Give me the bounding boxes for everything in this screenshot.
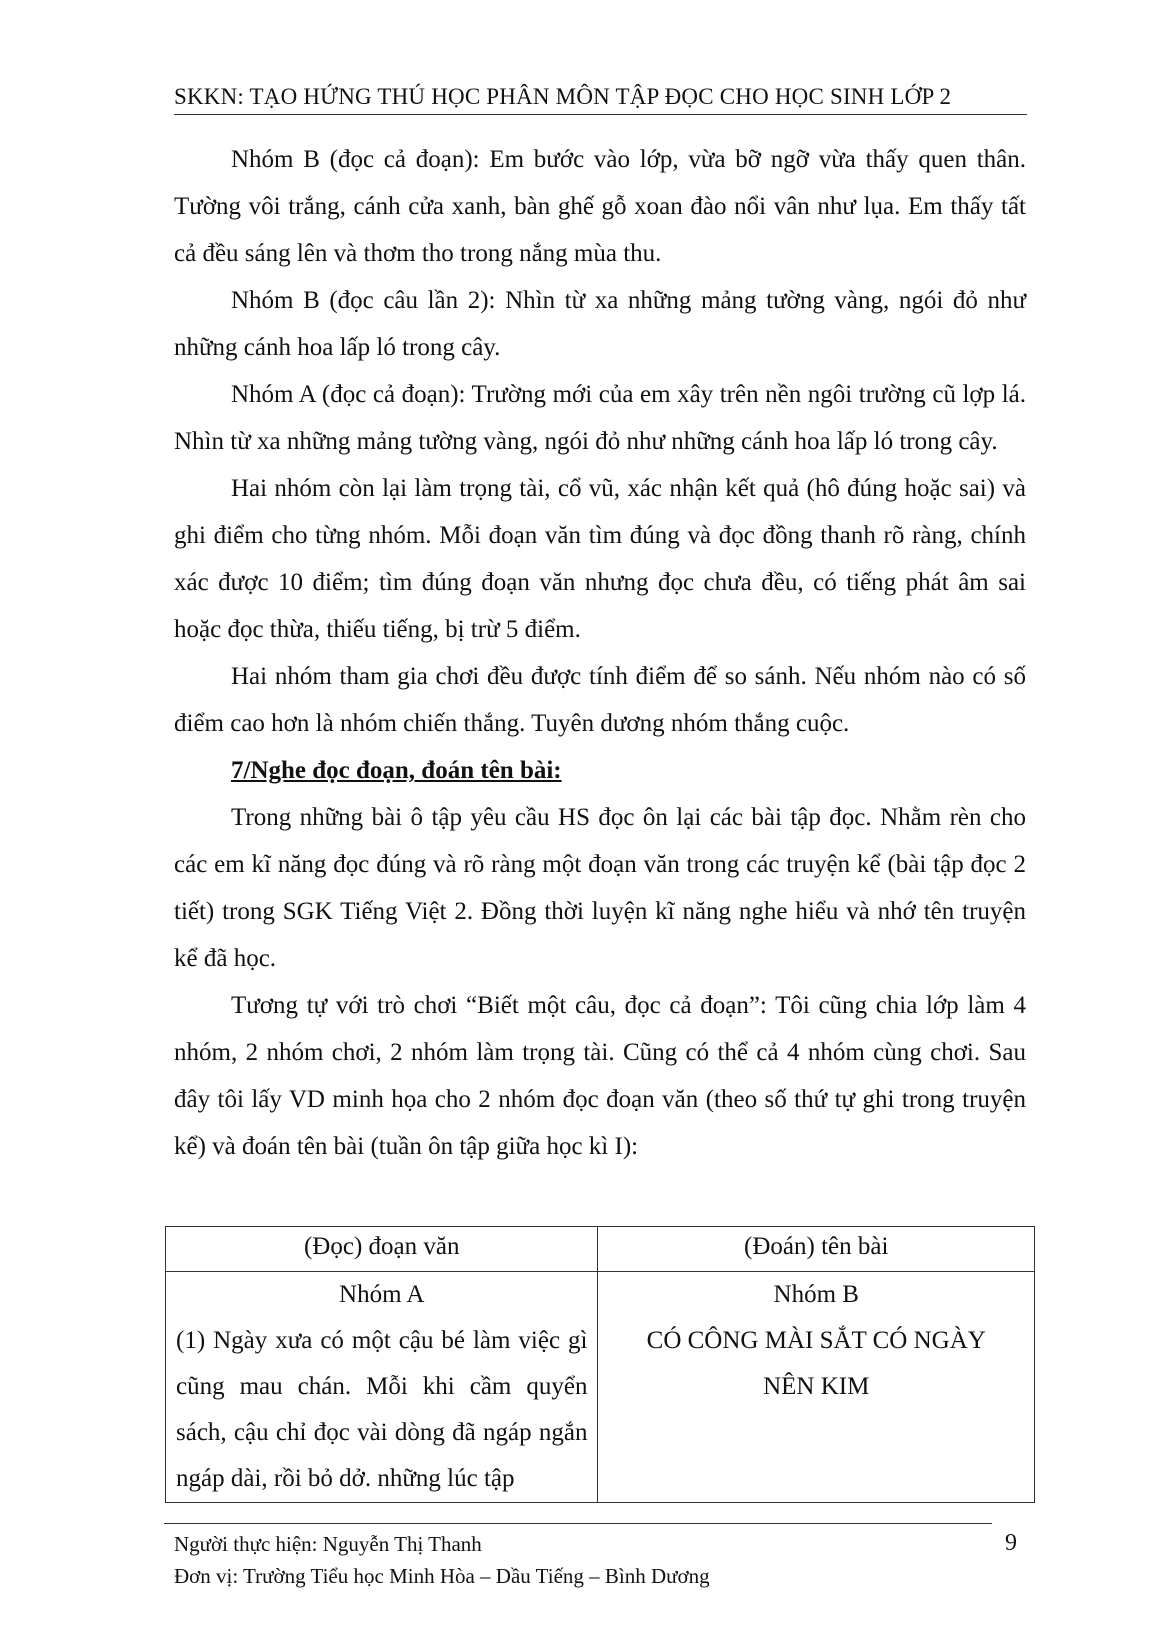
table-cell-passage: [166, 1272, 598, 1503]
paragraph: Nhóm A (đọc cả đoạn): Trường mới của em xây trên nền ngôi trường cũ lợp lá. Nhìn từ xa những mảng tường vàng, ngói đỏ như những cánh hoa lấp ló trong cây.: [174, 381, 1026, 455]
paragraph: Nhóm B (đọc câu lần 2): Nhìn từ xa những mảng tường vàng, ngói đỏ như những cánh hoa lấp ló trong cây.: [174, 287, 1026, 361]
table-header-cell: (Đọc) đoạn văn: [166, 1227, 598, 1272]
document-body: [174, 136, 1026, 1170]
page-footer: [174, 1528, 710, 1592]
table-header-row: [166, 1227, 1035, 1272]
footer-divider: [164, 1523, 992, 1524]
group-label-b: Nhóm B: [773, 1281, 859, 1308]
paragraph: Trong những bài ô tập yêu cầu HS đọc ôn lại các bài tập đọc. Nhằm rèn cho các em kĩ năng đọc đúng và rõ ràng một đoạn văn trong các truyện kể (bài tập đọc 2 tiết) trong SGK Tiếng Việt 2. Đồng thời luyện kĩ năng nghe hiểu và nhớ tên truyện kể đã học.: [174, 804, 1026, 972]
paragraph: Tương tự với trò chơi “Biết một câu, đọc cả đoạn”: Tôi cũng chia lớp làm 4 nhóm, 2 nhóm chơi, 2 nhóm làm trọng tài. Cũng có thể cả 4 nhóm cùng chơi. Sau đây tôi lấy VD minh họa cho 2 nhóm đọc đoạn văn (theo số thứ tự ghi trong truyện kể) và đoán tên bài (tuần ôn tập giữa học kì I):: [174, 992, 1026, 1160]
section-heading-text: 7/Nghe đọc đoạn, đoán tên bài:: [231, 757, 562, 784]
story-title: CÓ CÔNG MÀI SẮT CÓ NGÀY NÊN KIM: [646, 1327, 986, 1400]
footer-unit: Đơn vị: Trường Tiểu học Minh Hòa – Dầu Tiếng – Bình Dương: [174, 1564, 710, 1588]
table-row: [166, 1272, 1035, 1503]
footer-author: Người thực hiện: Nguyễn Thị Thanh: [174, 1532, 482, 1556]
table-cell-title: [598, 1272, 1035, 1503]
passage-text: (1) Ngày xưa có một cậu bé làm việc gì cũng mau chán. Mỗi khi cầm quyển sách, cậu chỉ đọc vài dòng đã ngáp ngắn ngáp dài, rồi bỏ dở. những lúc tập: [176, 1327, 588, 1492]
game-table: [165, 1226, 1035, 1503]
page-header-title: SKKN: TẠO HỨNG THÚ HỌC PHÂN MÔN TẬP ĐỌC CHO HỌC SINH LỚP 2: [174, 84, 952, 109]
paragraph: Hai nhóm tham gia chơi đều được tính điểm để so sánh. Nếu nhóm nào có số điểm cao hơn là nhóm chiến thắng. Tuyên dương nhóm thắng cuộc.: [174, 663, 1026, 737]
paragraph: Nhóm B (đọc cả đoạn): Em bước vào lớp, vừa bỡ ngỡ vừa thấy quen thân. Tường vôi trắng, cánh cửa xanh, bàn ghế gỗ xoan đào nổi vân như lụa. Em thấy tất cả đều sáng lên và thơm tho trong nắng mùa thu.: [174, 146, 1026, 267]
page-number: 9: [1005, 1530, 1017, 1556]
group-label-a: Nhóm A: [339, 1281, 425, 1308]
paragraph: Hai nhóm còn lại làm trọng tài, cổ vũ, xác nhận kết quả (hô đúng hoặc sai) và ghi điểm cho từng nhóm. Mỗi đoạn văn tìm đúng và đọc đồng thanh rõ ràng, chính xác được 10 điểm; tìm đúng đoạn văn nhưng đọc chưa đều, có tiếng phát âm sai hoặc đọc thừa, thiếu tiếng, bị trừ 5 điểm.: [174, 475, 1026, 643]
header-divider: [174, 114, 1027, 115]
table-header-cell: (Đoán) tên bài: [598, 1227, 1035, 1272]
section-heading: [174, 747, 1026, 794]
